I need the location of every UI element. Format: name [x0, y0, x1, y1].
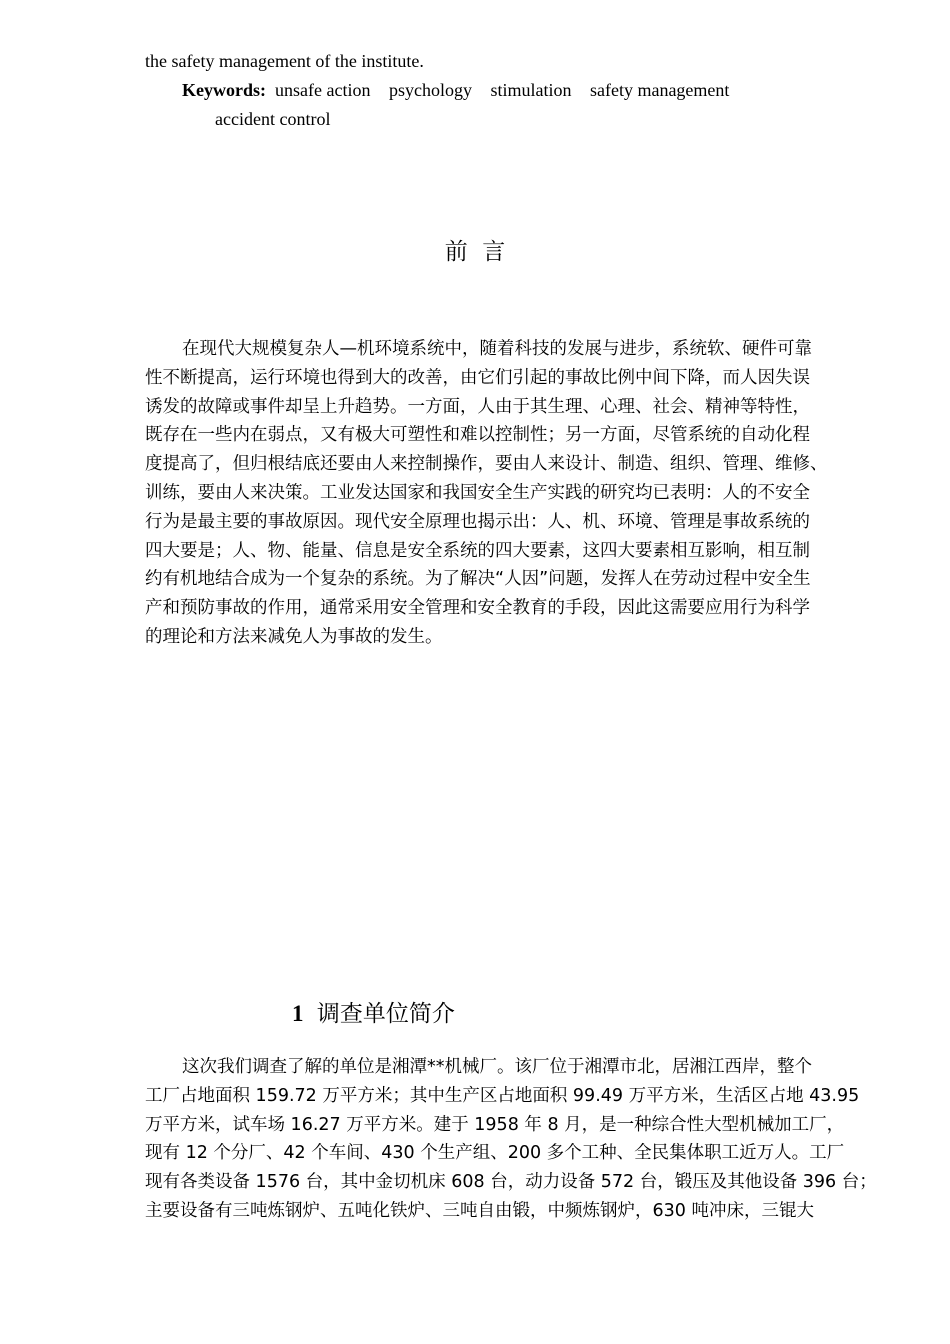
section-number: 1 — [292, 1001, 304, 1026]
paragraph-line: 训练，要由人来决策。工业发达国家和我国安全生产实践的研究均已表明：人的不安全 — [145, 482, 810, 503]
preface-paragraph — [145, 335, 890, 652]
paragraph-line: 行为是最主要的事故原因。现代安全原理也揭示出：人、机、环境、管理是事故系统的 — [145, 511, 810, 532]
section-paragraph — [145, 1053, 890, 1226]
paragraph-line: 既存在一些内在弱点，又有极大可塑性和难以控制性；另一方面，尽管系统的自动化程 — [145, 425, 810, 446]
paragraph-line: 四大要是；人、物、能量、信息是安全系统的四大要素，这四大要素相互影响，相互制 — [145, 540, 810, 561]
paragraph-line: 在现代大规模复杂人—机环境系统中，随着科技的发展与进步，系统软、硬件可靠 — [182, 339, 812, 359]
paragraph-line: 度提高了，但归根结底还要由人来控制操作，要由人来设计、制造、组织、管理、维修、 — [145, 454, 828, 475]
keywords-continuation: accident control — [215, 109, 331, 129]
paragraph-line: 主要设备有三吨炼钢炉、五吨化铁炉、三吨自由锻，中频炼钢炉，630 吨冲床，三锟大 — [145, 1200, 814, 1221]
paragraph-line: 现有各类设备 1576 台，其中金切机床 608 台，动力设备 572 台，锻压及其他设备 396 台； — [145, 1172, 877, 1193]
keywords-label: Keywords: — [182, 80, 266, 100]
paragraph-line: 性不断提高，运行环境也得到大的改善，由它们引起的事故比例中间下降，而人因失误 — [145, 367, 810, 388]
section-title: 调查单位简介 — [316, 1001, 455, 1027]
section-heading — [292, 995, 455, 1028]
paragraph-line: 约有机地结合成为一个复杂的系统。为了解决“人因”问题，发挥人在劳动过程中安全生 — [145, 569, 811, 590]
paragraph-line: 工厂占地面积 159.72 万平方米；其中生产区占地面积 99.49 万平方米，生活区占地 43.95 — [145, 1085, 860, 1106]
paragraph-line: 这次我们调查了解的单位是湘潭**机械厂。该厂位于湘潭市北，居湘江西岸，整个 — [182, 1057, 812, 1077]
paragraph-line: 的理论和方法来减免人为事故的发生。 — [145, 626, 443, 647]
keywords-line — [182, 80, 743, 101]
paragraph-line: 产和预防事故的作用，通常采用安全管理和安全教育的手段，因此这需要应用行为科学 — [145, 598, 810, 619]
keyword: safety management — [589, 80, 730, 100]
paragraph-line: 万平方米，试车场 16.27 万平方米。建于 1958 年 8 月，是一种综合性大型机械加工厂， — [145, 1114, 845, 1135]
keyword: stimulation — [490, 80, 572, 100]
paragraph-line: 诱发的故障或事件却呈上升趋势。一方面，人由于其生理、心理、社会、精神等特性， — [145, 396, 810, 417]
keyword: unsafe action — [275, 80, 371, 100]
preface-title: 前 言 — [444, 239, 506, 265]
abstract-tail: the safety management of the institute. — [145, 51, 424, 71]
keyword: psychology — [388, 80, 472, 100]
paragraph-line: 现有 12 个分厂、42 个车间、430 个生产组、200 多个工种、全民集体职工近万人。工厂 — [145, 1143, 845, 1164]
